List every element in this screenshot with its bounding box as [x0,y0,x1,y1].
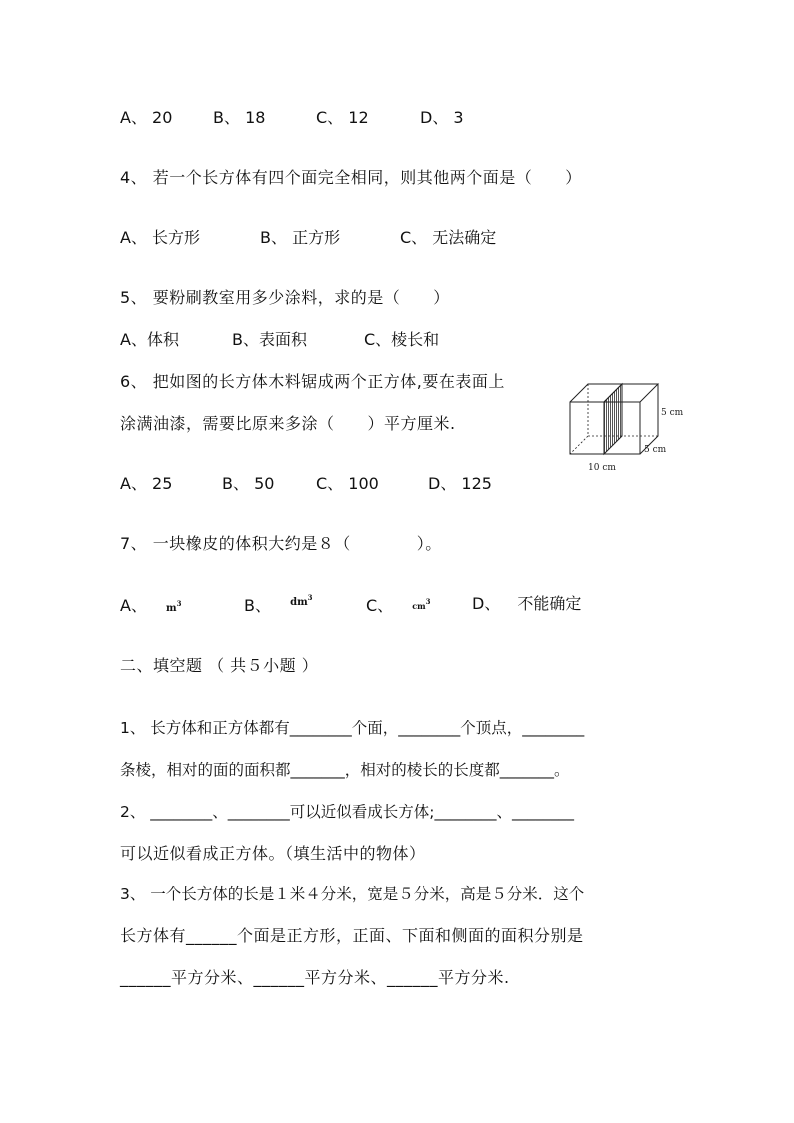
section2-heading: 二、填空题 （ 共５小题 ） [120,656,319,675]
q6-stem-line2: 涂满油漆，需要比原来多涂（ ）平方厘米. [120,414,456,433]
cut-plane [604,384,622,454]
f1-line1: 1、 长方体和正方体都有________个面，________个顶点，________ [120,719,585,737]
f2-line2: 可以近似看成正方体。（填生活中的物体） [120,844,426,863]
q4-stem: 4、 若一个长方体有四个面完全相同，则其他两个面是（ ） [120,168,582,187]
q7-option-c [366,594,431,618]
q7-option-a-letter: A、 [120,596,147,615]
q4-option-b: B、 正方形 [260,228,341,247]
q7-option-b-letter: B、 [244,596,271,615]
q4-option-c: C、 无法确定 [400,228,497,247]
f2-line1: 2、 ________、________可以近似看成长方体;________、________ [120,803,575,821]
q7-option-d-letter: D、 [472,594,501,613]
q6-option-d: D、 125 [428,474,492,493]
q5-option-a: A、体积 [120,330,179,349]
q7-option-a-unit: $m^3$ [166,599,182,614]
height-label: 5 cm [661,408,684,418]
q3-option-a: A、 20 [120,108,173,127]
q4-option-a: A、 长方形 [120,228,201,247]
q7-option-c-unit: $cm^3$ [412,597,431,611]
q5-stem: 5、 要粉刷教室用多少涂料，求的是（ ） [120,288,450,307]
q7-option-d [472,594,581,614]
q3-option-c: C、 12 [316,108,369,127]
q7-option-c-letter: C、 [366,596,394,615]
q5-option-c: C、棱长和 [364,330,440,349]
q3-option-d: D、 3 [420,108,464,127]
q7-option-b [244,594,313,619]
length-label: 10 cm [588,463,616,473]
q6-option-c: C、 100 [316,474,379,493]
q6-option-b: B、 50 [222,474,275,493]
q6-option-a: A、 25 [120,474,173,493]
q7-option-d-text: 不能确定 [517,594,582,613]
cuboid-figure [566,380,684,476]
depth-label: 5 cm [644,445,667,455]
f1-line2: 条棱，相对的面的面积都_______，相对的棱长的长度都_______。 [120,761,570,779]
q7-option-b-unit: dm3 [290,593,313,608]
f3-line2: 长方体有______个面是正方形，正面、下面和侧面的面积分别是 [120,926,584,945]
q3-option-b: B、 18 [213,108,266,127]
q5-option-b: B、表面积 [232,330,307,349]
q6-stem-line1: 6、 把如图的长方体木料锯成两个正方体,要在表面上 [120,372,505,391]
q7-option-a [120,594,182,619]
q7-stem: 7、 一块橡皮的体积大约是８（ ）。 [120,534,442,553]
f3-line3: ______平方分米、______平方分米、______平方分米. [120,968,510,987]
f3-line1: 3、 一个长方体的长是１米４分米，宽是５分米，高是５分米．这个 [120,885,585,903]
